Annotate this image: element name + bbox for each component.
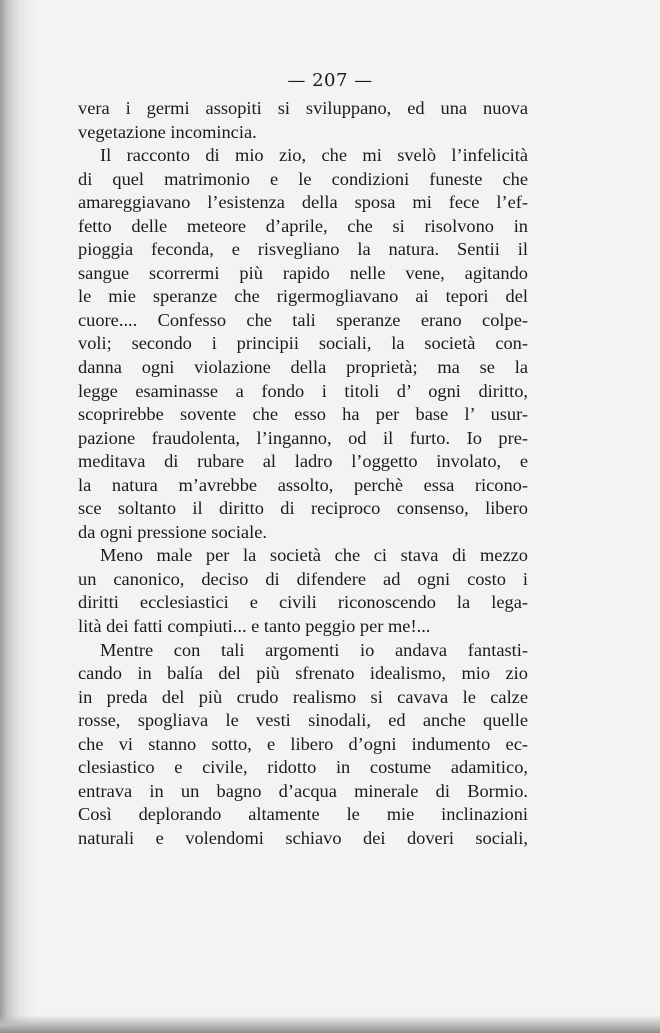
text-line: da ogni pressione sociale. [78, 521, 267, 542]
text-line: Meno male per la società che ci stava di mezzo [100, 545, 528, 566]
binding-shadow [0, 0, 36, 1033]
text-line: cando in balía del più sfrenato idealismo, mio zio [78, 663, 528, 684]
text-line: voli; secondo i principii sociali, la società con- [78, 333, 528, 354]
text-line: clesiastico e civile, ridotto in costume adamitico, [78, 757, 528, 778]
text-line: lità dei fatti compiuti... e tanto peggio per me!... [78, 616, 431, 637]
text-line: cuore.... Confesso che tali speranze erano colpe- [78, 309, 528, 330]
text-line: scoprirebbe sovente che esso ha per base l’ usur- [78, 404, 528, 425]
text-line: sangue scorrermi più rapido nelle vene, agitando [78, 262, 528, 283]
text-line: rosse, spogliava le vesti sinodali, ed anche quelle [78, 710, 528, 731]
text-line: Il racconto di mio zio, che mi svelò l’infelicità [100, 145, 528, 166]
text-line: entrava in un bagno d’acqua minerale di Bormio. [78, 780, 528, 801]
text-line: un canonico, deciso di difendere ad ogni costo i [78, 568, 528, 589]
page-bottom-edge [0, 1015, 660, 1033]
text-line: Mentre con tali argomenti io andava fantasti- [100, 639, 528, 660]
text-line: pioggia feconda, e risvegliano la natura. Sentii il [78, 239, 528, 260]
text-line: amareggiavano l’esistenza della sposa mi fece l’ef- [78, 192, 528, 213]
text-line: naturali e volendomi schiavo dei doveri sociali, [78, 827, 528, 848]
text-line: danna ogni violazione della proprietà; ma se la [78, 357, 528, 378]
text-line: in preda del più crudo realismo si cavava le calze [78, 686, 528, 707]
text-line: di quel matrimonio e le condizioni funeste che [78, 168, 528, 189]
text-line: sce soltanto il diritto di reciproco consenso, libero [78, 498, 528, 519]
text-line: meditava di rubare al ladro l’oggetto involato, e [78, 451, 528, 472]
text-line: diritti ecclesiastici e civili riconoscendo la lega- [78, 592, 528, 613]
text-line: fetto delle meteore d’aprile, che si risolvono in [78, 215, 528, 236]
text-line: vegetazione incomincia. [78, 121, 257, 142]
page-number: — 207 — [287, 70, 373, 91]
text-line: la natura m’avrebbe assolto, perchè essa ricono- [78, 474, 528, 495]
text-line: vera i germi assopiti si sviluppano, ed una nuova [78, 98, 528, 118]
text-line: pazione fraudolenta, l’inganno, od il furto. Io pre- [78, 427, 528, 448]
body-text [78, 97, 528, 851]
text-line: Così deplorando altamente le mie inclinazioni [78, 804, 528, 825]
text-line: che vi stanno sotto, e libero d’ogni indumento ec- [78, 733, 528, 754]
text-line: le mie speranze che rigermogliavano ai tepori del [78, 286, 528, 307]
text-line: legge esaminasse a fondo i titoli d’ ogni diritto, [78, 380, 528, 401]
